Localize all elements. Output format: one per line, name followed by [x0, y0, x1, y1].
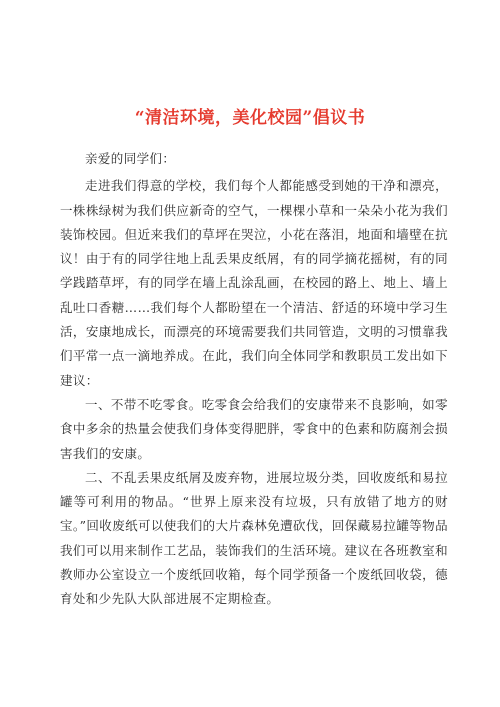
suggestion-one-paragraph: 一、不带不吃零食。吃零食会给我们的安康带来不良影响，如零食中多余的热量会使我们身体变得肥胖，零食中的色素和防腐剂会损害我们的安康。 — [60, 396, 448, 461]
intro-paragraph: 走进我们得意的学校，我们每个人都能感受到她的干净和漂亮，一株株绿树为我们供应新奇的空气，一棵棵小草和一朵朵小花为我们装饰校园。但近来我们的草坪在哭泣，小花在落泪，地面和墙壁在抗议！由于有的同学往地上乱丢果皮纸屑，有的同学摘花摇树，有的同学践踏草坪，有的同学在墙上乱涂乱画，在校园的路上、地上、墙上乱吐口香糖……我们每个人都盼望在一个清洁、舒适的环境中学习生活，安康地成长，而漂亮的环境需要我们共同管造，文明的习惯靠我们平常一点一滴地养成。在此，我们向全体同学和教职员工发出如下建议： — [60, 178, 448, 388]
document-title: “清洁环境，美化校园”倡议书 — [134, 108, 366, 128]
document-body — [60, 147, 448, 612]
salutation-paragraph: 亲爱的同学们： — [85, 151, 176, 166]
suggestion-two-paragraph: 二、不乱丢果皮纸屑及废弃物，进展垃圾分类，回收废纸和易拉罐等可利用的物品。“世界上原来没有垃圾，只有放错了地方的财宝。”回收废纸可以使我们的大片森林免遭砍伐，回保藏易拉罐等物品我们可以用来制作工艺品，装饰我们的生活环境。建议在各班教室和教师办公室设立一个废纸回收箱，每个同学预备一个废纸回收袋，德育处和少先队大队部进展不定期检查。 — [60, 469, 448, 607]
